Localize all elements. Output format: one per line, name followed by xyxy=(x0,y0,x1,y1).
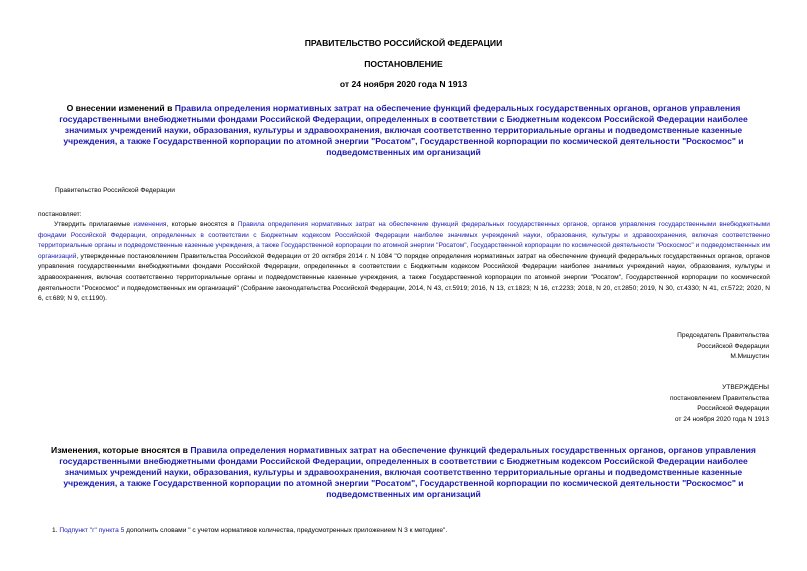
approved-block xyxy=(670,383,769,425)
p1-text-a: Утвердить прилагаемые xyxy=(54,221,134,228)
document-date: от 24 ноября 2020 года N 1913 xyxy=(339,79,468,89)
document-title xyxy=(40,103,767,158)
changes-title-rules-link[interactable]: Правила определения нормативных затрат на обеспечение функций федеральных государственных органов, органов управления государственными внебюджетными фондами Российской Федерации, определенных в соответствии с Бюджетным кодексом Российской Федерации наиболее значимых учреждений науки, образования, культуры и здравоохранения, включая соответственно территориальные органы и подведомственные казенные учреждения, а также Государственной корпорации по атомной энергии "Росатом", Государственной корпорации по космической деятельности "Роскосмос" и подведомственных им организаций xyxy=(59,445,756,499)
government-ref: Правительство Российской Федерации xyxy=(55,187,175,194)
signature-title: Председатель Правительства xyxy=(677,332,769,339)
title-rules-link[interactable]: Правила определения нормативных затрат на обеспечение функций федеральных государственных органов, органов управления государственными внебюджетными фондами Российской Федерации, определенных в соответствии с Бюджетным кодексом Российской Федерации наиболее значимых учреждений науки, образования, культуры и здравоохранения, включая соответственно территориальные органы и подведомственные казенные учреждения, а также Государственной корпорации по атомной энергии "Росатом", Государственной корпорации по космической деятельности "Роскосмос" и подведомственных им организаций xyxy=(59,103,748,157)
item-number: 1. xyxy=(52,527,60,534)
approved-country: Российской Федерации xyxy=(697,405,769,412)
signature-block xyxy=(677,331,769,363)
changes-link[interactable]: изменения xyxy=(133,221,167,228)
p1-text-c: , утвержденные постановлением Правительства Российской Федерации от 20 октября 2014 г. N 1084 "О порядке определения нормативных затрат на обеспечение функций федеральных государственных органов, органов управления государственными внебюджетными фондами Российской Федерации, определенных в соответствии с Бюджетным кодексом Российской Федерации наиболее значимых учреждений науки, образования, культуры и здравоохранения, включая соответственно территориальные органы и подведомственные казенные учреждения, а также Государственной корпорации по атомной энергии "Росатом", Государственной корпорации по космической деятельности "Роскосмос" и подведомственных им организаций" (Собрание законодательства Российской Федерации, 2014, N 43, ст.5919; 2016, N 13, ст.1823; N 16, ст.2233; 2018, N 20, ст.2850; 2019, N 30, ст.4330; N 41, ст.5722; 2020, N 6, ст.689; N 9, ст.1190). xyxy=(38,252,770,303)
government-header: ПРАВИТЕЛЬСТВО РОССИЙСКОЙ ФЕДЕРАЦИИ xyxy=(304,38,503,48)
change-item-1 xyxy=(52,526,447,537)
resolves-label: постановляет: xyxy=(38,211,82,218)
item-text: дополнить словами " с учетом нормативов количества, предусмотренных приложением N 3 к методике". xyxy=(124,527,448,534)
signature-name: М.Мишустин xyxy=(730,353,769,360)
subclause-link[interactable]: Подпункт "г" пункта 5 xyxy=(59,527,125,534)
changes-title-prefix: Изменения, которые вносятся в xyxy=(51,445,191,455)
approved-date: от 24 ноября 2020 года N 1913 xyxy=(674,415,769,423)
p1-text-b: , которые вносятся в xyxy=(166,221,238,228)
changes-title xyxy=(40,445,767,500)
document-type: ПОСТАНОВЛЕНИЕ xyxy=(364,59,443,69)
title-prefix: О внесении изменений в xyxy=(66,103,175,113)
resolution-paragraph xyxy=(38,220,770,305)
approved-label: УТВЕРЖДЕНЫ xyxy=(722,384,769,391)
approved-by: постановлением Правительства xyxy=(669,394,769,402)
rules-link[interactable]: Правила определения нормативных затрат на обеспечение функций федеральных государственных органов, органов управления государственными внебюджетными фондами Российской Федерации, определенных в соответствии с Бюджетным кодексом Российской Федерации наиболее значимых учреждений науки, образования, культуры и здравоохранения, включая соответственно территориальные органы и подведомственные казенные учреждения, а также Государственной корпорации по атомной энергии "Росатом", Государственной корпорации по космической деятельности "Роскосмос" и подведомственных им организаций xyxy=(38,221,770,260)
signature-country: Российской Федерации xyxy=(697,342,769,350)
